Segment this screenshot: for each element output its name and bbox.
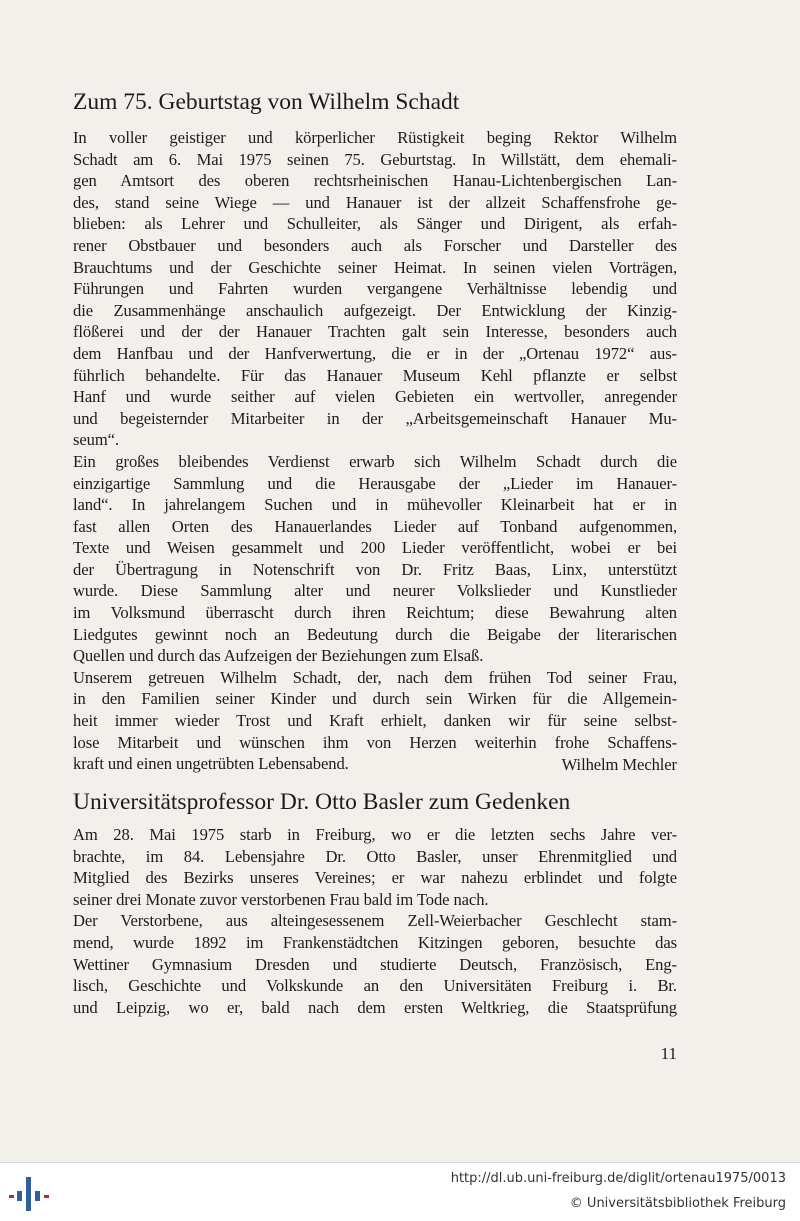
text-line: fast allen Orten des Hanauerlandes Lieder auf Tonband aufgenommen, <box>73 516 677 536</box>
text-line: Wettiner Gymnasium Dresden und studierte Deutsch, Französisch, Eng- <box>73 954 677 974</box>
text-line: lose Mitarbeit und wünschen ihm von Herzen weiterhin frohe Schaffens- <box>73 732 677 752</box>
text-line: die Zusammenhänge anschaulich aufgezeigt. Der Entwicklung der Kinzig- <box>73 300 677 320</box>
page-number: 11 <box>660 1044 677 1063</box>
copyright-notice: © Universitätsbibliothek Freiburg <box>569 1196 786 1211</box>
text-line: Hanf und wurde seither auf vielen Gebieten ein wertvoller, anregender <box>73 387 677 407</box>
article-schadt <box>73 88 677 775</box>
article-body <box>73 127 677 775</box>
text-line: im Volksmund überrascht durch ihren Reichtum; diese Bewahrung alten <box>73 603 677 623</box>
text-line: flößerei und der der Hanauer Trachten galt sein Interesse, besonders auch <box>73 322 677 342</box>
text-line: wurde. Diese Sammlung alter und neurer Volkslieder und Kunstlieder <box>73 581 677 601</box>
text-line: Führungen und Fahrten wurden vergangene Verhältnisse lebendig und <box>73 279 677 299</box>
author-signature: Wilhelm Mechler <box>561 755 677 775</box>
text-line: Brauchtums und der Geschichte seiner Heimat. In seinen vielen Vorträgen, <box>73 257 677 277</box>
text-line: Unserem getreuen Wilhelm Schadt, der, nach dem frühen Tod seiner Frau, <box>73 667 677 687</box>
text-line: seiner drei Monate zuvor verstorbenen Frau bald im Tode nach. <box>73 889 489 909</box>
text-line: und Leipzig, wo er, bald nach dem ersten Weltkrieg, die Staatsprüfung <box>73 997 677 1017</box>
document-url-link[interactable]: http://dl.ub.uni-freiburg.de/diglit/ortenau1975/0013 <box>450 1171 786 1186</box>
text-line: heit immer wieder Trost und Kraft erhielt, danken wir für seine selbst- <box>73 711 677 731</box>
article-body <box>73 824 677 1018</box>
text-line: des, stand seine Wiege — und Hanauer ist der allzeit Schaffensfrohe ge- <box>73 192 677 212</box>
text-line: blieben: als Lehrer und Schulleiter, als Sänger und Dirigent, als erfah- <box>73 214 677 234</box>
article-title: Universitätsprofessor Dr. Otto Basler zum Gedenken <box>73 789 571 815</box>
text-line: mend, wurde 1892 im Frankenstädtchen Kitzingen geboren, besuchte das <box>73 932 677 952</box>
text-line: führlich behandelte. Für das Hanauer Museum Kehl pflanzte er selbst <box>73 365 677 385</box>
text-line: Texte und Weisen gesammelt und 200 Lieder veröffentlicht, wobei er bei <box>73 538 677 558</box>
text-line: Der Verstorbene, aus alteingesessenem Zell-Weierbacher Geschlecht stam- <box>73 911 677 931</box>
text-line: In voller geistiger und körperlicher Rüstigkeit beging Rektor Wilhelm <box>73 128 677 147</box>
text-line: lisch, Geschichte und Volkskunde an den Universitäten Freiburg i. Br. <box>73 976 677 996</box>
text-line: brachte, im 84. Lebensjahre Dr. Otto Basler, unser Ehrenmitglied und <box>73 846 677 866</box>
text-line: Liedgutes gewinnt noch an Bedeutung durch die Beigabe der literarischen <box>73 624 677 644</box>
article-basler <box>73 788 677 1018</box>
text-line: Schadt am 6. Mai 1975 seinen 75. Geburtstag. In Willstätt, dem ehemali- <box>73 149 677 169</box>
text-line: Am 28. Mai 1975 starb in Freiburg, wo er die letzten sechs Jahre ver- <box>73 825 677 844</box>
text-line: Ein großes bleibendes Verdienst erwarb sich Wilhelm Schadt durch die <box>73 451 677 471</box>
text-line: der Übertragung in Notenschrift von Dr. Fritz Baas, Linx, unterstützt <box>73 559 677 579</box>
text-line: land“. In jahrelangem Suchen und in mühevoller Kleinarbeit hat er in <box>73 495 677 515</box>
library-footer <box>0 1162 800 1221</box>
text-line: Mitglied des Bezirks unseres Vereines; er war nahezu erblindet und folgte <box>73 868 677 888</box>
text-line: in den Familien seiner Kinder und durch sein Wirken für die Allgemein- <box>73 689 677 709</box>
text-line: gen Amtsort des oberen rechtsrheinischen Hanau-Lichtenbergischen Lan- <box>73 171 677 191</box>
text-line: einzigartige Sammlung und die Herausgabe der „Lieder im Hanauer- <box>73 473 677 493</box>
university-library-logo-icon <box>8 1175 50 1213</box>
text-line-content: kraft und einen ungetrübten Lebensabend. <box>73 754 349 774</box>
text-line: rener Obstbauer und besonders auch als Forscher und Darsteller des <box>73 235 677 255</box>
article-title: Zum 75. Geburtstag von Wilhelm Schadt <box>73 89 460 115</box>
text-line: Quellen und durch das Aufzeigen der Beziehungen zum Elsaß. <box>73 646 484 666</box>
text-line <box>73 753 677 775</box>
text-line: seum“. <box>73 430 119 450</box>
text-line: dem Hanfbau und der Hanfverwertung, die er in der „Ortenau 1972“ aus- <box>73 343 677 363</box>
text-line: und begeisternder Mitarbeiter in der „Arbeitsgemeinschaft Hanauer Mu- <box>73 408 677 428</box>
